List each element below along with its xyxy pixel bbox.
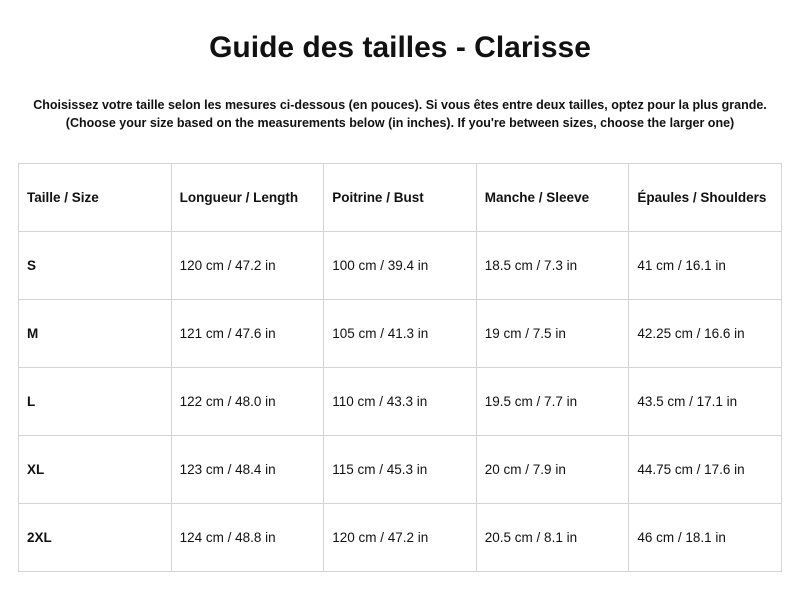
table-row <box>19 232 782 300</box>
bust-cell: 110 cm / 43.3 in <box>324 368 477 436</box>
length-cell: 121 cm / 47.6 in <box>171 300 324 368</box>
sleeve-cell: 18.5 cm / 7.3 in <box>476 232 629 300</box>
shoulders-cell: 44.75 cm / 17.6 in <box>629 436 782 504</box>
length-cell: 123 cm / 48.4 in <box>171 436 324 504</box>
shoulders-cell: 43.5 cm / 17.1 in <box>629 368 782 436</box>
sleeve-cell: 20.5 cm / 8.1 in <box>476 504 629 572</box>
instructions <box>0 96 800 132</box>
bust-cell: 115 cm / 45.3 in <box>324 436 477 504</box>
sleeve-cell: 20 cm / 7.9 in <box>476 436 629 504</box>
size-cell: M <box>19 300 172 368</box>
instructions-english: (Choose your size based on the measurements below (in inches). If you're between sizes, choose the larger one) <box>65 116 735 130</box>
sleeve-cell: 19.5 cm / 7.7 in <box>476 368 629 436</box>
size-cell: L <box>19 368 172 436</box>
bust-cell: 105 cm / 41.3 in <box>324 300 477 368</box>
table-row <box>19 368 782 436</box>
size-cell: XL <box>19 436 172 504</box>
header-bust: Poitrine / Bust <box>324 164 477 232</box>
size-chart-table <box>18 163 782 572</box>
table-row <box>19 436 782 504</box>
table-row <box>19 300 782 368</box>
length-cell: 122 cm / 48.0 in <box>171 368 324 436</box>
bust-cell: 100 cm / 39.4 in <box>324 232 477 300</box>
page-title: Guide des tailles - Clarisse <box>209 31 591 64</box>
header-shoulders: Épaules / Shoulders <box>629 164 782 232</box>
size-cell: S <box>19 232 172 300</box>
table-row <box>19 504 782 572</box>
instructions-french: Choisissez votre taille selon les mesures ci-dessous (en pouces). Si vous êtes entre deux tailles, optez pour la plus grande. <box>33 98 767 112</box>
length-cell: 120 cm / 47.2 in <box>171 232 324 300</box>
header-size: Taille / Size <box>19 164 172 232</box>
header-sleeve: Manche / Sleeve <box>476 164 629 232</box>
length-cell: 124 cm / 48.8 in <box>171 504 324 572</box>
shoulders-cell: 42.25 cm / 16.6 in <box>629 300 782 368</box>
bust-cell: 120 cm / 47.2 in <box>324 504 477 572</box>
shoulders-cell: 41 cm / 16.1 in <box>629 232 782 300</box>
header-length: Longueur / Length <box>171 164 324 232</box>
shoulders-cell: 46 cm / 18.1 in <box>629 504 782 572</box>
size-cell: 2XL <box>19 504 172 572</box>
sleeve-cell: 19 cm / 7.5 in <box>476 300 629 368</box>
table-header-row <box>19 164 782 232</box>
